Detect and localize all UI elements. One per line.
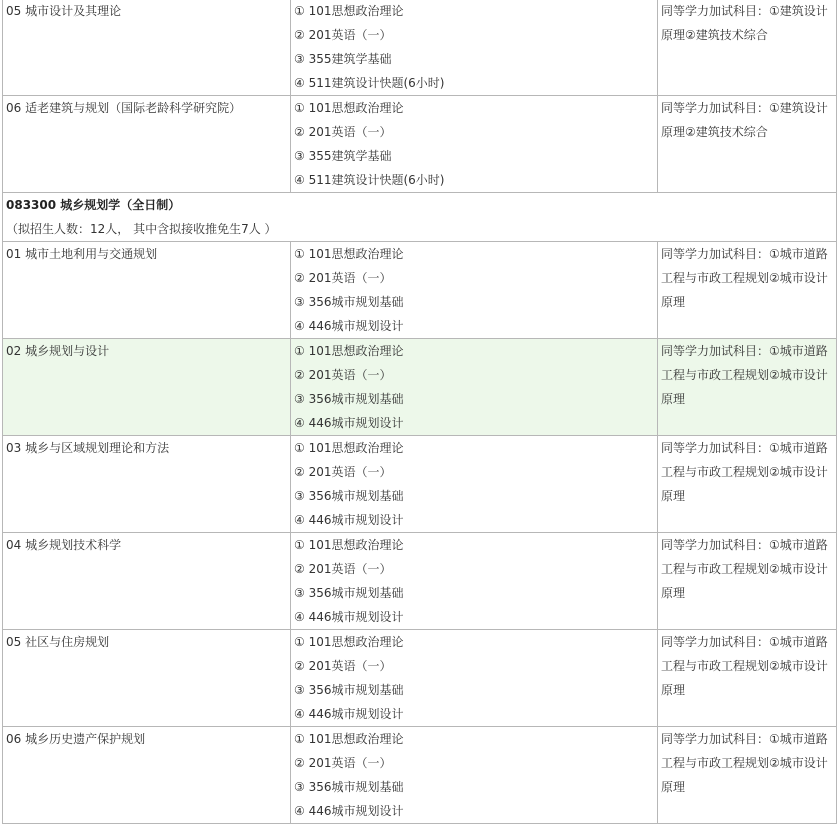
exam-item: ② 201英语（一） xyxy=(294,125,392,139)
exam-item: ④ 446城市规划设计 xyxy=(294,513,404,527)
exam-item: ③ 356城市规划基础 xyxy=(294,392,404,406)
exam-item: ③ 356城市规划基础 xyxy=(294,586,404,600)
exam-item: ① 101思想政治理论 xyxy=(294,732,404,746)
table-row[interactable] xyxy=(3,96,837,193)
exam-item: ④ 446城市规划设计 xyxy=(294,610,404,624)
exam-item: ② 201英语（一） xyxy=(294,28,392,42)
exam-subjects xyxy=(291,339,658,436)
direction-name: 05 城市设计及其理论 xyxy=(3,0,291,96)
major-title: 083300 城乡规划学（全日制） xyxy=(3,193,837,218)
exam-subjects xyxy=(291,727,658,824)
exam-item: ④ 446城市规划设计 xyxy=(294,707,404,721)
direction-name: 05 社区与住房规划 xyxy=(3,630,291,727)
exam-item: ③ 355建筑学基础 xyxy=(294,149,392,163)
direction-name: 02 城乡规划与设计 xyxy=(3,339,291,436)
exam-item: ① 101思想政治理论 xyxy=(294,247,404,261)
remarks: 同等学力加试科目：①城市道路工程与市政工程规划②城市设计原理 xyxy=(658,630,837,727)
remarks: 同等学力加试科目：①城市道路工程与市政工程规划②城市设计原理 xyxy=(658,436,837,533)
table-row-highlighted[interactable] xyxy=(3,339,837,436)
remarks: 同等学力加试科目：①城市道路工程与市政工程规划②城市设计原理 xyxy=(658,242,837,339)
table-row[interactable] xyxy=(3,533,837,630)
exam-item: ② 201英语（一） xyxy=(294,562,392,576)
exam-item: ② 201英语（一） xyxy=(294,756,392,770)
remarks: 同等学力加试科目：①建筑设计原理②建筑技术综合 xyxy=(658,96,837,193)
exam-item: ① 101思想政治理论 xyxy=(294,635,404,649)
table-row[interactable] xyxy=(3,630,837,727)
remarks: 同等学力加试科目：①城市道路工程与市政工程规划②城市设计原理 xyxy=(658,727,837,824)
direction-name: 03 城乡与区域规划理论和方法 xyxy=(3,436,291,533)
exam-item: ① 101思想政治理论 xyxy=(294,538,404,552)
exam-item: ④ 511建筑设计快题(6小时) xyxy=(294,76,445,90)
exam-subjects xyxy=(291,436,658,533)
exam-subjects xyxy=(291,630,658,727)
exam-item: ③ 356城市规划基础 xyxy=(294,295,404,309)
remarks: 同等学力加试科目：①城市道路工程与市政工程规划②城市设计原理 xyxy=(658,533,837,630)
direction-name: 06 城乡历史遗产保护规划 xyxy=(3,727,291,824)
exam-subjects xyxy=(291,0,658,96)
table-row[interactable] xyxy=(3,242,837,339)
exam-item: ③ 356城市规划基础 xyxy=(294,683,404,697)
quota-row xyxy=(3,217,837,242)
exam-subjects xyxy=(291,96,658,193)
direction-name: 04 城乡规划技术科学 xyxy=(3,533,291,630)
exam-item: ② 201英语（一） xyxy=(294,465,392,479)
exam-item: ② 201英语（一） xyxy=(294,659,392,673)
exam-item: ① 101思想政治理论 xyxy=(294,344,404,358)
exam-item: ① 101思想政治理论 xyxy=(294,101,404,115)
exam-item: ④ 446城市规划设计 xyxy=(294,804,404,818)
exam-item: ③ 356城市规划基础 xyxy=(294,489,404,503)
table-row[interactable] xyxy=(3,727,837,824)
remarks: 同等学力加试科目：①城市道路工程与市政工程规划②城市设计原理 xyxy=(658,339,837,436)
exam-item: ② 201英语（一） xyxy=(294,271,392,285)
table-row[interactable] xyxy=(3,436,837,533)
remarks: 同等学力加试科目：①建筑设计原理②建筑技术综合 xyxy=(658,0,837,96)
exam-item: ④ 446城市规划设计 xyxy=(294,416,404,430)
exam-subjects xyxy=(291,242,658,339)
exam-item: ② 201英语（一） xyxy=(294,368,392,382)
exam-item: ③ 355建筑学基础 xyxy=(294,52,392,66)
exam-subjects xyxy=(291,533,658,630)
enrollment-quota: （拟招生人数：12人， 其中含拟接收推免生7人 ） xyxy=(3,217,837,242)
major-header-row xyxy=(3,193,837,218)
exam-item: ① 101思想政治理论 xyxy=(294,4,404,18)
table-row[interactable] xyxy=(3,0,837,96)
direction-name: 01 城市土地利用与交通规划 xyxy=(3,242,291,339)
exam-item: ① 101思想政治理论 xyxy=(294,441,404,455)
admission-table xyxy=(2,0,837,824)
direction-name: 06 适老建筑与规划（国际老龄科学研究院） xyxy=(3,96,291,193)
exam-item: ③ 356城市规划基础 xyxy=(294,780,404,794)
exam-item: ④ 446城市规划设计 xyxy=(294,319,404,333)
exam-item: ④ 511建筑设计快题(6小时) xyxy=(294,173,445,187)
